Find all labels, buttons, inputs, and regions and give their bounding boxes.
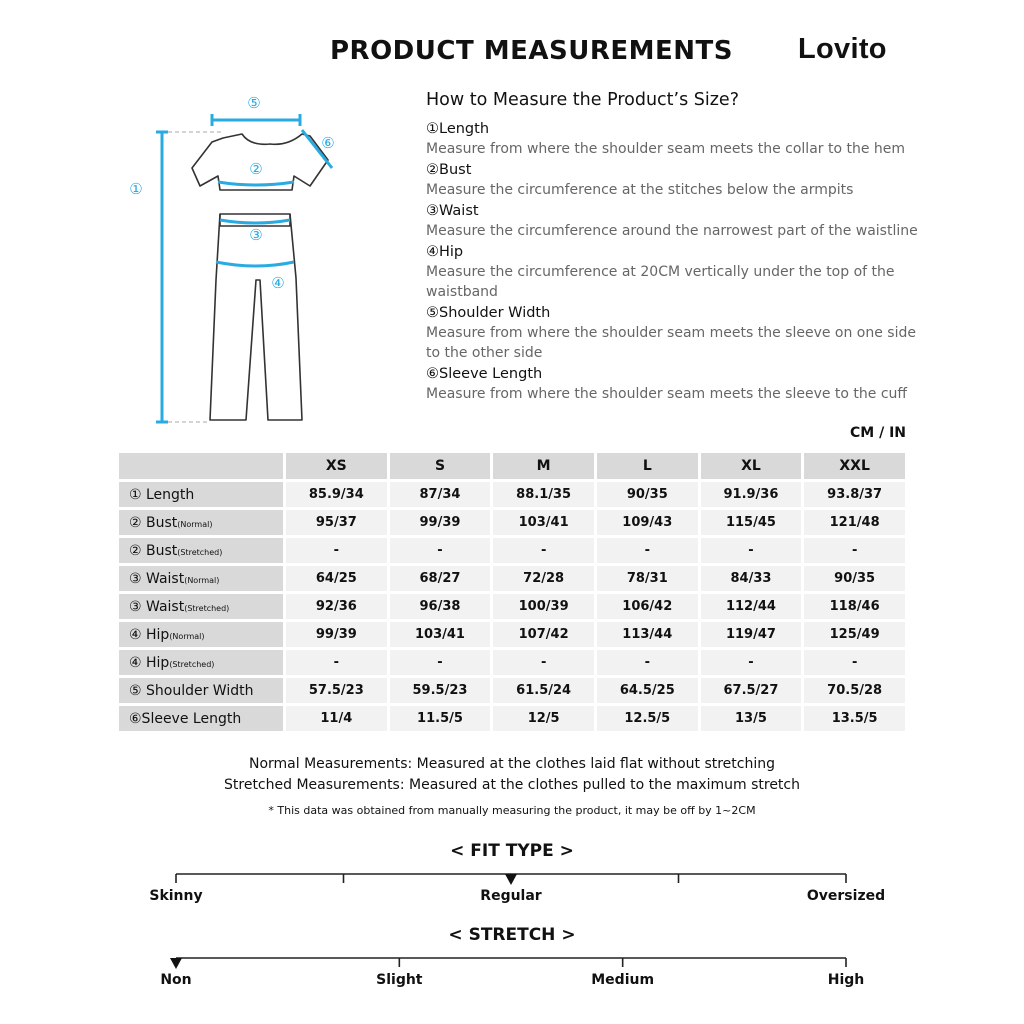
- garment-diagram: [120, 90, 360, 430]
- guide-item-desc: Measure from where the shoulder seam meets the sleeve to the cuff: [426, 386, 908, 402]
- table-cell: 119/47: [701, 622, 802, 647]
- size-header-xxl: XXL: [804, 453, 905, 479]
- fit_type-label-skinny: Skinny: [149, 888, 203, 904]
- row-label-text: ③ Waist: [129, 570, 185, 587]
- table-cell: 87/34: [390, 482, 491, 507]
- normal-note: Normal Measurements: Measured at the clothes laid flat without stretching: [249, 756, 775, 772]
- units-label: CM / IN: [850, 425, 906, 441]
- marker-length: ①: [129, 180, 143, 198]
- table-cell: 11.5/5: [390, 706, 491, 731]
- table-cell: 91.9/36: [701, 482, 802, 507]
- table-row: [119, 678, 905, 703]
- stretch-label-high: High: [827, 972, 865, 988]
- row-label-text: ③ Waist: [129, 598, 185, 615]
- guide-item-desc: Measure the circumference at 20CM vertically under the top of the waistband: [426, 264, 895, 300]
- guide-item-desc: Measure the circumference at the stitches below the armpits: [426, 182, 854, 198]
- brand-logo: Lovito: [798, 33, 887, 65]
- row-label: [119, 594, 283, 619]
- marker-shoulder: ⑤: [247, 94, 261, 112]
- table-row: [119, 510, 905, 535]
- guide-heading: How to Measure the Product’s Size?: [426, 90, 739, 110]
- footnote: * This data was obtained from manually measuring the product, it may be off by 1~2CM: [268, 804, 756, 817]
- guide-item-label: ⑤Shoulder Width: [426, 305, 551, 321]
- table-cell: 113/44: [597, 622, 698, 647]
- guide-item: [426, 161, 926, 200]
- row-label: [119, 678, 283, 703]
- fit-type-title: < FIT TYPE >: [450, 841, 574, 861]
- row-label-suffix: (Stretched): [177, 547, 223, 557]
- guide-item: [426, 304, 926, 363]
- table-cell: 61.5/24: [493, 678, 594, 703]
- table-cell: 115/45: [701, 510, 802, 535]
- row-label: [119, 706, 283, 731]
- row-label-text: ④ Hip: [129, 626, 170, 643]
- table-cell: 67.5/27: [701, 678, 802, 703]
- size-header-m: M: [493, 453, 594, 479]
- table-cell: 72/28: [493, 566, 594, 591]
- table-row: [119, 566, 905, 591]
- table-cell: 121/48: [804, 510, 905, 535]
- table-cell: 13/5: [701, 706, 802, 731]
- marker-waist: ③: [249, 226, 263, 244]
- table-cell: 11/4: [286, 706, 387, 731]
- guide-item-desc: Measure from where the shoulder seam meets the collar to the hem: [426, 141, 906, 157]
- table-cell: 107/42: [493, 622, 594, 647]
- table-cell: 92/36: [286, 594, 387, 619]
- table-cell: 12.5/5: [597, 706, 698, 731]
- guide-item: [426, 120, 926, 159]
- row-label-text: ① Length: [129, 486, 195, 503]
- row-label-text: ② Bust: [129, 514, 178, 531]
- page-title: PRODUCT MEASUREMENTS: [330, 36, 733, 66]
- table-cell: 64/25: [286, 566, 387, 591]
- marker-bust: ②: [249, 160, 263, 178]
- stretch-title: < STRETCH >: [448, 925, 576, 945]
- scale-indicator: [505, 874, 517, 885]
- row-label-text: ② Bust: [129, 542, 178, 559]
- table-cell: -: [493, 650, 594, 675]
- guide-item-label: ③Waist: [426, 203, 479, 219]
- table-cell: -: [701, 538, 802, 563]
- measurement-notes: [0, 754, 1024, 817]
- size-header-xs: XS: [286, 453, 387, 479]
- table-cell: -: [804, 650, 905, 675]
- table-cell: -: [701, 650, 802, 675]
- guide-item: [426, 243, 926, 302]
- table-row: [119, 650, 905, 675]
- row-label: [119, 510, 283, 535]
- marker-hip: ④: [271, 274, 285, 292]
- pants-outline: [210, 214, 302, 420]
- fit_type-label-regular: Regular: [480, 888, 542, 904]
- table-cell: 68/27: [390, 566, 491, 591]
- guide-item-label: ①Length: [426, 121, 490, 137]
- table-cell: 99/39: [286, 622, 387, 647]
- stretched-note: Stretched Measurements: Measured at the clothes pulled to the maximum stretch: [224, 777, 800, 793]
- table-cell: 96/38: [390, 594, 491, 619]
- table-cell: 84/33: [701, 566, 802, 591]
- table-row: [119, 538, 905, 563]
- table-cell: 118/46: [804, 594, 905, 619]
- guide-item-label: ④Hip: [426, 244, 464, 260]
- row-label: [119, 650, 283, 675]
- measuring-guide: [426, 90, 926, 406]
- row-label-text: ④ Hip: [129, 654, 170, 671]
- size-header-s: S: [390, 453, 491, 479]
- table-corner: [119, 453, 283, 479]
- size-table: [116, 450, 908, 734]
- row-label-suffix: (Normal): [184, 575, 220, 585]
- table-cell: 112/44: [701, 594, 802, 619]
- table-cell: 109/43: [597, 510, 698, 535]
- table-cell: 88.1/35: [493, 482, 594, 507]
- stretch-label-medium: Medium: [591, 972, 655, 988]
- table-cell: 125/49: [804, 622, 905, 647]
- table-cell: 57.5/23: [286, 678, 387, 703]
- row-label: [119, 566, 283, 591]
- table-cell: 85.9/34: [286, 482, 387, 507]
- table-cell: 93.8/37: [804, 482, 905, 507]
- guide-item: [426, 365, 926, 404]
- table-row: [119, 706, 905, 731]
- table-cell: 78/31: [597, 566, 698, 591]
- size-header-l: L: [597, 453, 698, 479]
- table-cell: -: [286, 538, 387, 563]
- table-cell: -: [597, 650, 698, 675]
- table-cell: -: [597, 538, 698, 563]
- table-cell: 103/41: [390, 622, 491, 647]
- guide-item-label: ②Bust: [426, 162, 472, 178]
- row-label-suffix: (Normal): [177, 519, 213, 529]
- table-cell: 90/35: [597, 482, 698, 507]
- table-cell: 64.5/25: [597, 678, 698, 703]
- row-label-suffix: (Normal): [169, 631, 205, 641]
- table-cell: -: [390, 650, 491, 675]
- row-label: [119, 538, 283, 563]
- guide-item-desc: Measure from where the shoulder seam meets the sleeve on one side to the other side: [426, 325, 916, 361]
- stretch-label-non: Non: [160, 972, 192, 988]
- row-label: [119, 622, 283, 647]
- table-cell: 13.5/5: [804, 706, 905, 731]
- row-label-text: ⑥Sleeve Length: [129, 710, 242, 727]
- table-row: [119, 594, 905, 619]
- table-cell: -: [804, 538, 905, 563]
- guide-item-label: ⑥Sleeve Length: [426, 366, 543, 382]
- marker-sleeve: ⑥: [321, 134, 335, 152]
- row-label-text: ⑤ Shoulder Width: [129, 682, 254, 699]
- table-cell: 100/39: [493, 594, 594, 619]
- table-cell: -: [390, 538, 491, 563]
- scale-indicator: [170, 958, 182, 969]
- table-cell: 70.5/28: [804, 678, 905, 703]
- table-cell: 90/35: [804, 566, 905, 591]
- table-cell: 59.5/23: [390, 678, 491, 703]
- guide-item: [426, 202, 926, 241]
- stretch-label-slight: Slight: [376, 972, 423, 988]
- table-cell: 12/5: [493, 706, 594, 731]
- stretch-scale-line: [0, 938, 1024, 978]
- table-row: [119, 482, 905, 507]
- row-label: [119, 482, 283, 507]
- size-header-xl: XL: [701, 453, 802, 479]
- row-label-suffix: (Stretched): [169, 659, 215, 669]
- fit_type-label-oversized: Oversized: [806, 888, 886, 904]
- table-cell: 106/42: [597, 594, 698, 619]
- guide-item-desc: Measure the circumference around the narrowest part of the waistline: [426, 223, 918, 239]
- table-row: [119, 622, 905, 647]
- row-label-suffix: (Stretched): [184, 603, 230, 613]
- table-cell: -: [493, 538, 594, 563]
- table-cell: 99/39: [390, 510, 491, 535]
- table-cell: -: [286, 650, 387, 675]
- table-cell: 103/41: [493, 510, 594, 535]
- table-cell: 95/37: [286, 510, 387, 535]
